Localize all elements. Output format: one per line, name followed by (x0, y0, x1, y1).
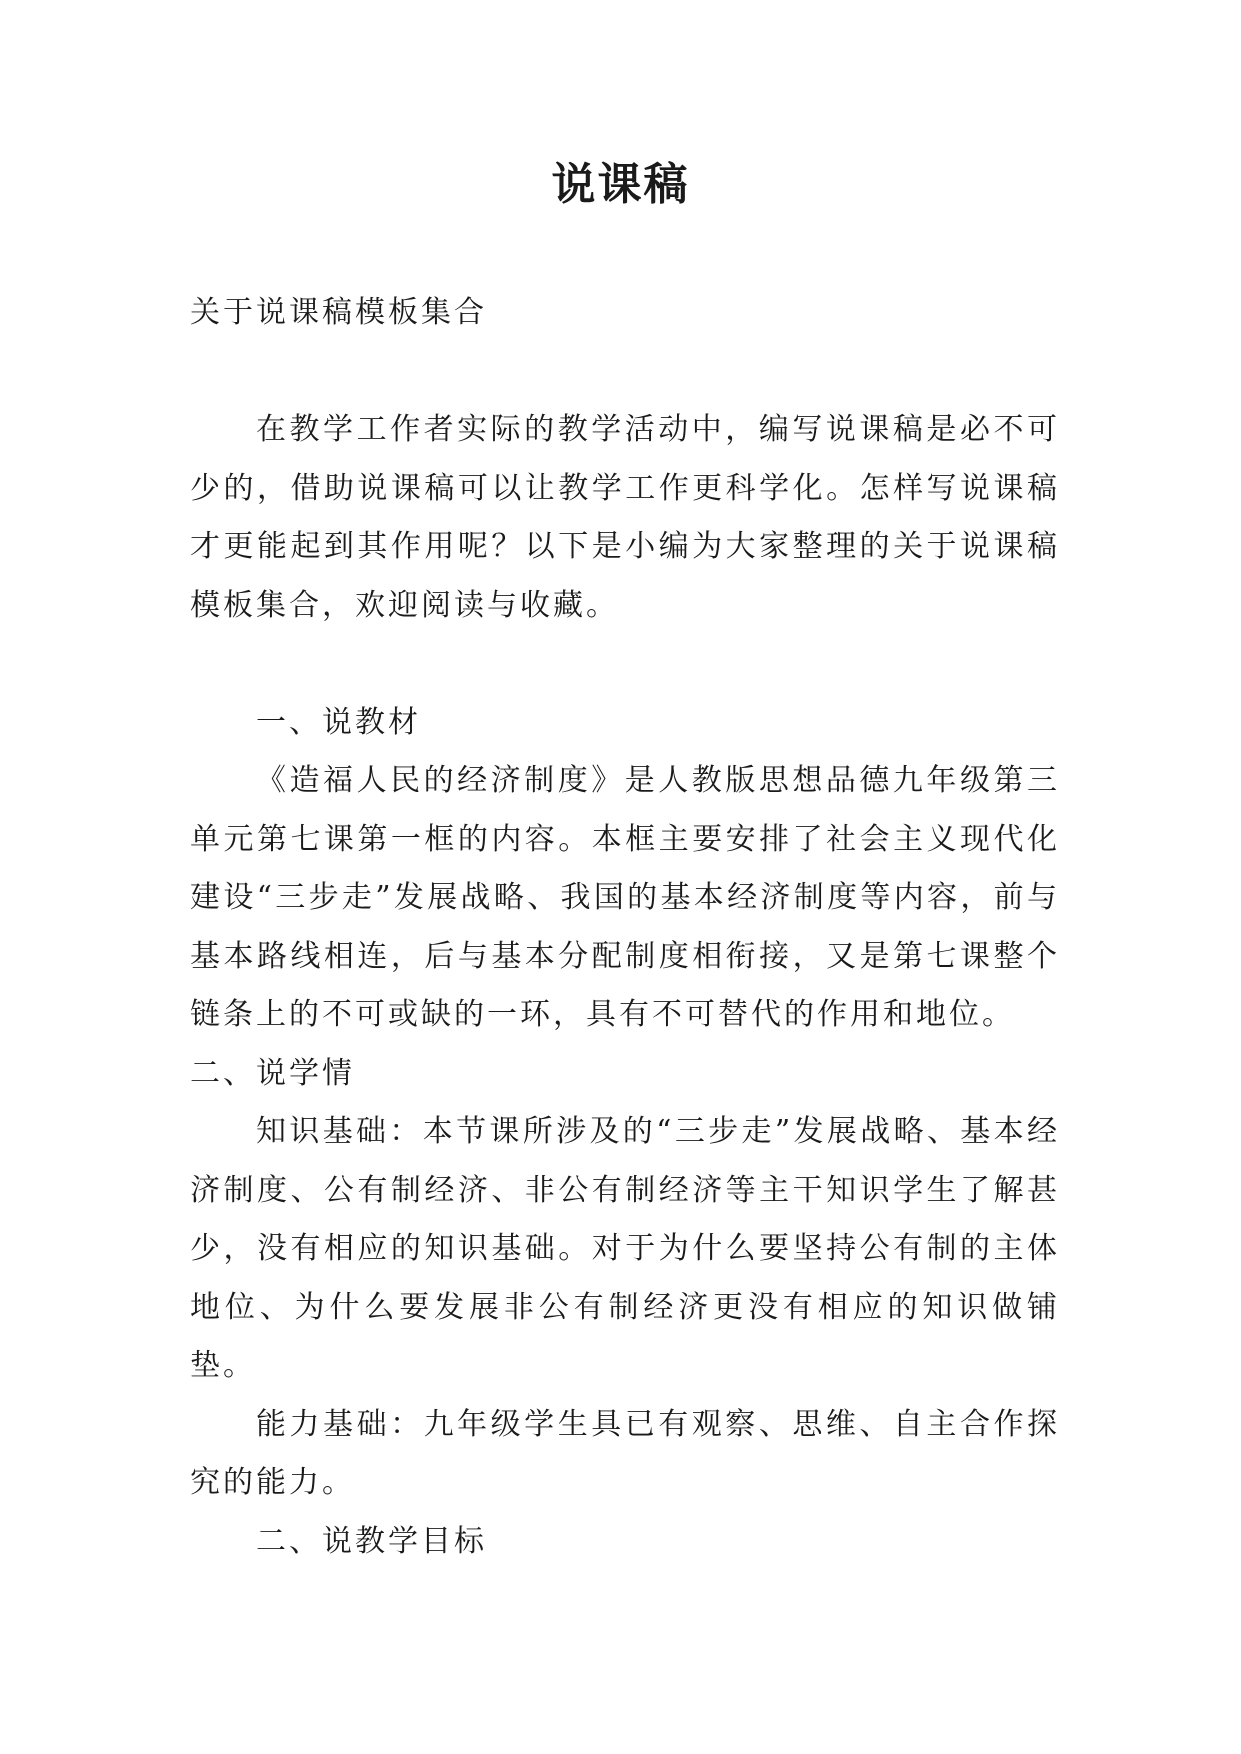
spacer (190, 343, 1060, 402)
textbook-paragraph: 《造福人民的经济制度》是人教版思想品德九年级第三单元第七课第一框的内容。本框主要安排了社会主义现代化建设“三步走”发展战略、我国的基本经济制度等内容，前与基本路线相连，后与基本分配制度相衔接，又是第七课整个链条上的不可或缺的一环，具有不可替代的作用和地位。 (190, 763, 1060, 1032)
section-heading-objectives: 二、说教学目标 (256, 1523, 487, 1559)
document-body (190, 284, 1060, 1571)
spacer (190, 635, 1060, 694)
knowledge-basis-paragraph: 知识基础：本节课所涉及的“三步走”发展战略、基本经济制度、公有制经济、非公有制经济等主干知识学生了解甚少，没有相应的知识基础。对于为什么要坚持公有制的主体地位、为什么要发展非公有制经济更没有相应的知识做铺垫。 (190, 1114, 1060, 1383)
document-subtitle: 关于说课稿模板集合 (190, 295, 487, 330)
ability-basis-paragraph: 能力基础：九年级学生具已有观察、思维、自主合作探究的能力。 (190, 1406, 1060, 1500)
section-heading-students: 二、说学情 (190, 1055, 355, 1091)
intro-paragraph: 在教学工作者实际的教学活动中，编写说课稿是必不可少的，借助说课稿可以让教学工作更科学化。怎样写说课稿才更能起到其作用呢？以下是小编为大家整理的关于说课稿模板集合，欢迎阅读与收藏。 (190, 412, 1060, 623)
document-title: 说课稿 (551, 159, 690, 210)
section-heading-textbook: 一、说教材 (256, 704, 421, 740)
